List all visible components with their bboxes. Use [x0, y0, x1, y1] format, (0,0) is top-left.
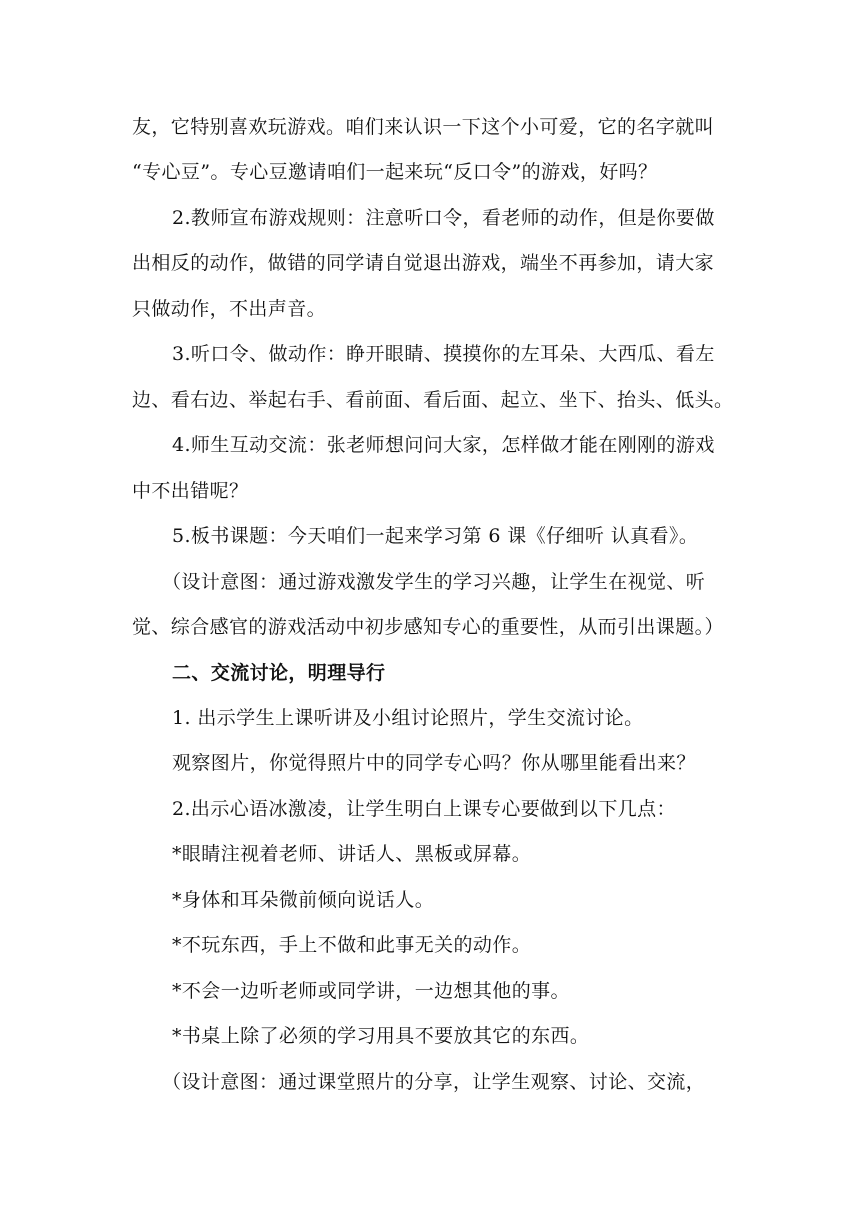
- paragraph-line: 2.出示心语冰激凌，让学生明白上课专心要做到以下几点：: [172, 798, 676, 820]
- paragraph-line: “专心豆”。专心豆邀请咱们一起来玩“反口令”的游戏，好吗？: [132, 161, 658, 183]
- design-note-line: （设计意图：通过课堂照片的分享，让学生观察、讨论、交流，: [162, 1071, 706, 1093]
- paragraph-line: 只做动作，不出声音。: [132, 298, 327, 320]
- list-item: *身体和耳朵微前倾向说话人。: [172, 889, 435, 911]
- list-item: *书桌上除了必须的学习用具不要放其它的东西。: [172, 1025, 590, 1047]
- section-heading: 二、交流讨论，明理导行: [172, 662, 386, 684]
- paragraph-line: 观察图片，你觉得照片中的同学专心吗？你从哪里能看出来？: [172, 752, 696, 774]
- design-note-line: 觉、综合感官的游戏活动中初步感知专心的重要性，从而引出课题。）: [132, 616, 724, 638]
- paragraph-line: 5.板书课题：今天咱们一起来学习第 6 课《仔细听 认真看》。: [172, 525, 699, 547]
- paragraph-line: 1. 出示学生上课听讲及小组讨论照片，学生交流讨论。: [172, 707, 644, 729]
- paragraph-line: 2.教师宣布游戏规则：注意听口令，看老师的动作，但是你要做: [172, 207, 715, 229]
- list-item: *眼睛注视着老师、讲话人、黑板或屏幕。: [172, 843, 532, 865]
- paragraph-line: 3.听口令、做动作：睁开眼睛、摸摸你的左耳朵、大西瓜、看左: [172, 343, 715, 365]
- paragraph-line: 中不出错呢？: [132, 480, 249, 502]
- paragraph-line: 出相反的动作，做错的同学请自觉退出游戏，端坐不再参加，请大家: [132, 252, 715, 274]
- design-note-line: （设计意图：通过游戏激发学生的学习兴趣，让学生在视觉、听: [162, 571, 706, 593]
- list-item: *不玩东西，手上不做和此事无关的动作。: [172, 934, 532, 956]
- paragraph-line: 友，它特别喜欢玩游戏。咱们来认识一下这个小可爱，它的名字就叫: [132, 116, 715, 138]
- paragraph-line: 4.师生互动交流：张老师想问问大家，怎样做才能在刚刚的游戏: [172, 434, 715, 456]
- list-item: *不会一边听老师或同学讲，一边想其他的事。: [172, 980, 570, 1002]
- paragraph-line: 边、看右边、举起右手、看前面、看后面、起立、坐下、抬头、低头。: [132, 389, 734, 411]
